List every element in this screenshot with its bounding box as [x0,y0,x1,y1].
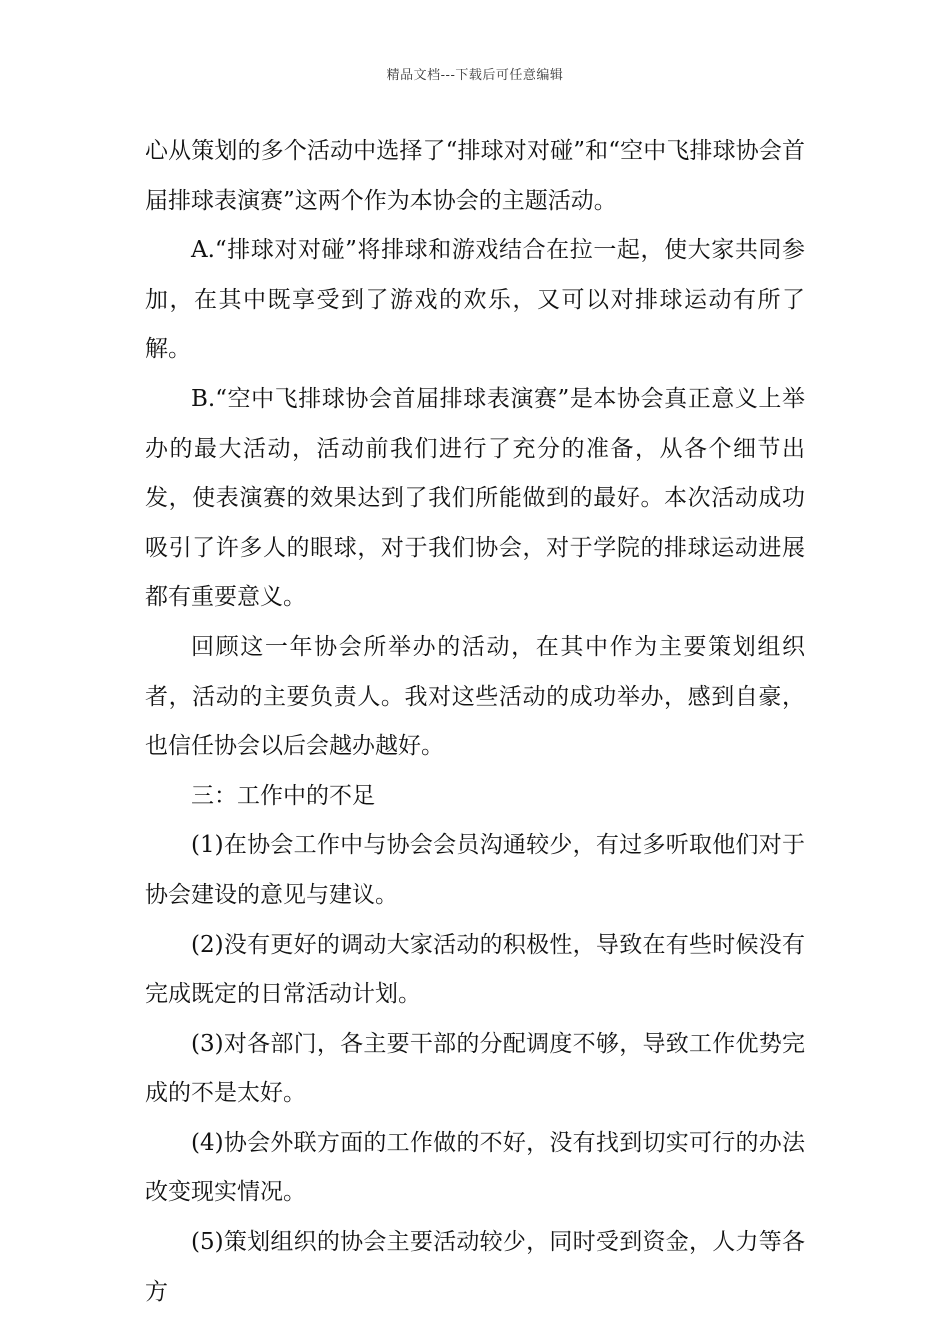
paragraph-shortcoming-1: (1)在协会工作中与协会会员沟通较少，有过多听取他们对于协会建设的意见与建议。 [145,832,805,908]
paragraph-shortcoming-4: (4)协会外联方面的工作做的不好，没有找到切实可行的办法改变现实情况。 [145,1129,805,1206]
paragraph-shortcoming-2: (2)没有更好的调动大家活动的积极性，导致在有些时候没有完成既定的日常活动计划。 [145,931,805,1008]
paragraph-continuation: 心从策划的多个活动中选择了“排球对对碰”和“空中飞排球协会首届排球表演赛”这两个作为本协会的主题活动。 [145,138,805,214]
paragraph-item-a: A.“排球对对碰”将排球和游戏结合在拉一起，使大家共同参加，在其中既享受到了游戏的欢乐，又可以对排球运动有所了解。 [145,237,805,363]
paragraph-review: 回顾这一年协会所举办的活动，在其中作为主要策划组织者，活动的主要负责人。我对这些活动的成功举办，感到自豪，也信任协会以后会越办越好。 [145,633,805,760]
paragraph-shortcoming-3: (3)对各部门，各主要干部的分配调度不够，导致工作优势完成的不是太好。 [145,1030,805,1107]
document-body [145,127,805,1317]
paragraph-shortcoming-5: (5)策划组织的协会主要活动较少，同时受到资金，人力等各方 [145,1229,805,1305]
paragraph-item-b: B.“空中飞排球协会首届排球表演赛”是本协会真正意义上举办的最大活动，活动前我们进行了充分的准备，从各个细节出发，使表演赛的效果达到了我们所能做到的最好。本次活动成功吸引了许多人的眼球，对于我们协会，对于学院的排球运动进展都有重要意义。 [145,385,805,611]
section-heading: 三：工作中的不足 [191,782,375,809]
page-header: 精品文档---下载后可任意编辑 [386,68,564,83]
